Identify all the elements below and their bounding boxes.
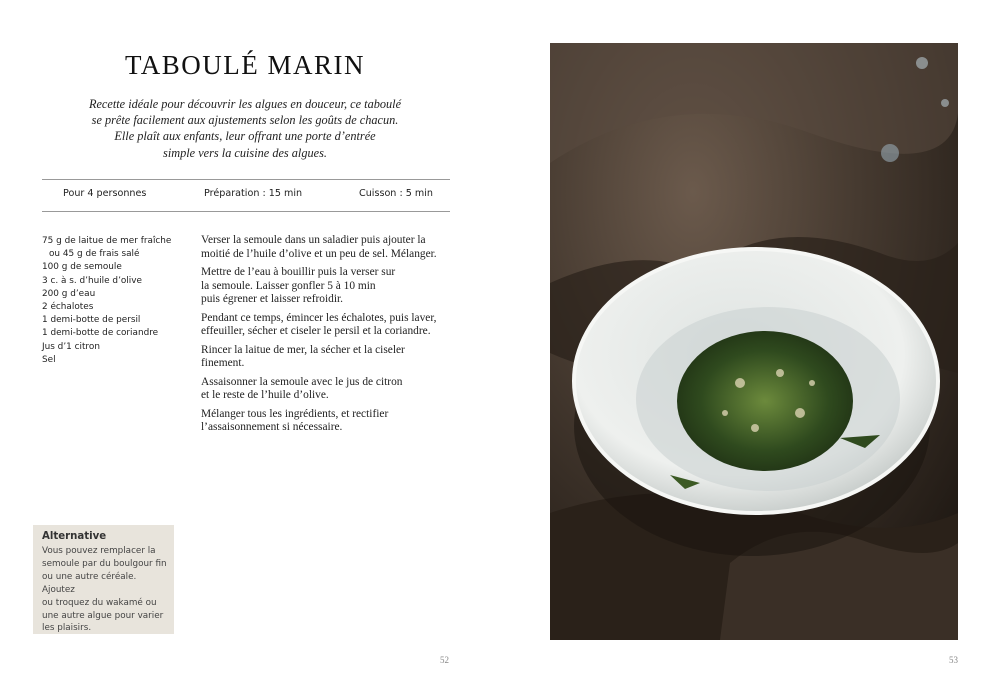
step-line: l’assaisonnement si nécessaire. xyxy=(201,421,343,433)
alternative-line: une autre algue pour varier xyxy=(42,610,164,621)
alternative-line: les plaisirs. xyxy=(42,623,92,634)
step-line: Verser la semoule dans un saladier puis ajouter la xyxy=(201,234,426,246)
ingredient-item: 200 g d’eau xyxy=(42,288,96,299)
ingredient-item: Jus d’1 citron xyxy=(42,341,100,352)
prep-time: Préparation : 15 min xyxy=(204,188,303,199)
ingredient-item: 75 g de laitue de mer fraîche xyxy=(42,236,172,246)
step-line: finement. xyxy=(201,357,245,369)
top-rule xyxy=(42,179,450,180)
recipe-title: TABOULÉ MARIN xyxy=(124,50,366,80)
alternative-line: Vous pouvez remplacer la xyxy=(42,546,156,556)
intro-line: simple vers la cuisine des algues. xyxy=(163,145,327,160)
ingredient-item: 2 échalotes xyxy=(42,302,94,313)
page-number-left: 52 xyxy=(440,655,449,665)
intro-line: Recette idéale pour découvrir les algues en douceur, ce taboulé xyxy=(88,97,402,111)
step-line: moitié de l’huile d’olive et un peu de sel. Mélanger. xyxy=(201,247,437,260)
step-line: et le reste de l’huile d’olive. xyxy=(201,389,329,401)
step-line: Mettre de l’eau à bouillir puis la verser sur xyxy=(201,266,396,278)
ingredient-item: 1 demi-botte de coriandre xyxy=(42,328,159,339)
alternative-line: ou une autre céréale. Ajoutez xyxy=(42,571,137,595)
step-line: la semoule. Laisser gonfler 5 à 10 min xyxy=(201,279,376,292)
bottom-rule xyxy=(42,211,450,212)
step-line: Assaisonner la semoule avec le jus de citron xyxy=(201,375,403,388)
step xyxy=(201,266,456,307)
intro-line: Elle plaît aux enfants, leur offrant une porte d’entrée xyxy=(114,129,376,144)
dish-photo xyxy=(550,43,958,640)
alternative-title: Alternative xyxy=(42,531,107,542)
recipe-meta xyxy=(42,188,450,202)
steps-list xyxy=(201,234,456,440)
step-line: effeuiller, sécher et ciseler le persil et la coriandre. xyxy=(201,325,431,337)
servings: Pour 4 personnes xyxy=(63,188,147,199)
ingredients-list xyxy=(42,235,202,367)
page-number-right: 53 xyxy=(949,655,958,665)
step xyxy=(201,376,456,403)
intro-line: se prête facilement aux ajustements selon les goûts de chacun. xyxy=(91,113,399,128)
alternative-line: semoule par du boulgour fin xyxy=(42,558,167,569)
step xyxy=(201,312,456,339)
step-line: puis égrener et laisser refroidir. xyxy=(201,293,344,305)
cook-time: Cuisson : 5 min xyxy=(359,188,433,199)
alternative-line: ou troquez du wakamé ou xyxy=(42,597,157,608)
ingredient-item: 3 c. à s. d’huile d’olive xyxy=(42,275,142,286)
alternative-text xyxy=(42,545,170,635)
step xyxy=(201,408,456,435)
alternative-box xyxy=(33,525,174,634)
recipe-intro xyxy=(55,96,435,161)
step-line: Rincer la laitue de mer, la sécher et la ciseler xyxy=(201,343,405,356)
step-line: Mélanger tous les ingrédients, et rectifier xyxy=(201,407,389,420)
ingredient-item: 1 demi-botte de persil xyxy=(42,315,141,326)
ingredient-item: Sel xyxy=(42,354,56,365)
ingredient-item: 100 g de semoule xyxy=(42,262,122,273)
step-line: Pendant ce temps, émincer les échalotes, puis laver, xyxy=(201,311,437,324)
step xyxy=(201,344,456,371)
step xyxy=(201,234,456,261)
ingredient-item: ou 45 g de frais salé xyxy=(49,249,140,260)
